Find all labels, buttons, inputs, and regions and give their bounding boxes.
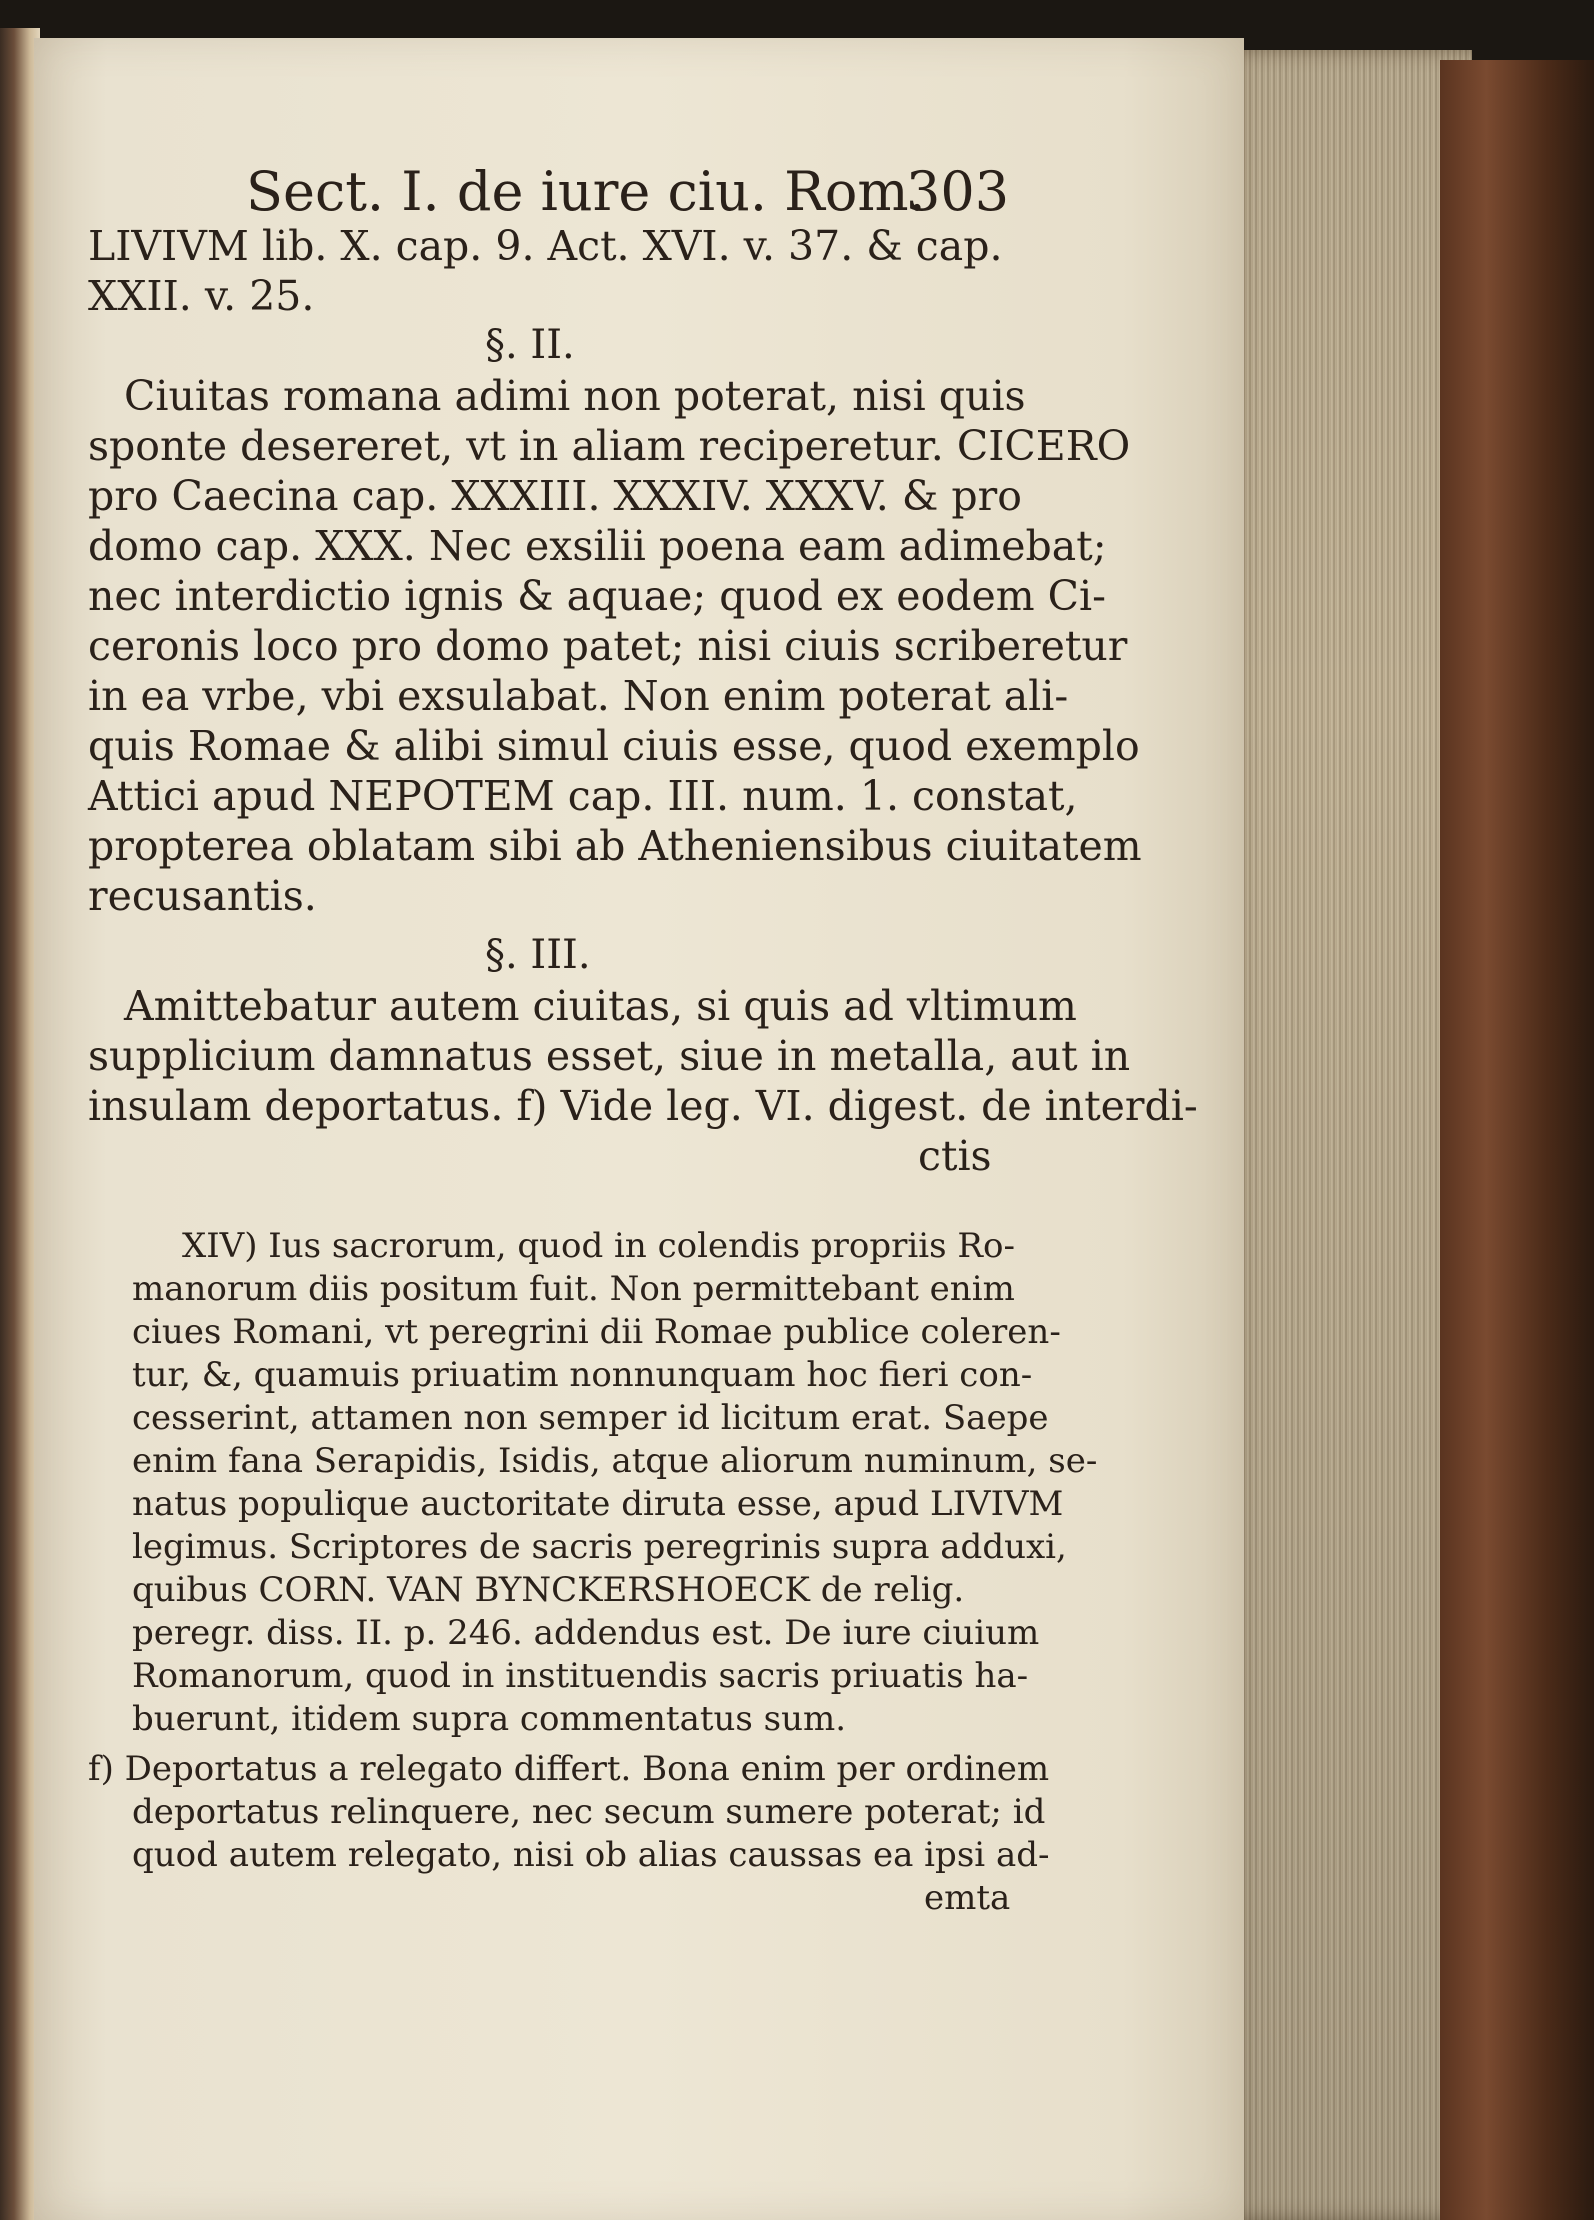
text-line: domo cap. XXX. Nec exsilii poena eam adimebat;	[88, 522, 1107, 570]
text-line: supplicium damnatus esset, siue in metalla, aut in	[88, 1032, 1131, 1080]
footnote-line: deportatus relinquere, nec secum sumere poterat; id	[132, 1792, 1046, 1832]
footnote-line: quibus CORN. VAN BYNCKERSHOECK de relig.	[132, 1570, 965, 1610]
footnote-line: XIV) Ius sacrorum, quod in colendis propriis Ro-	[182, 1226, 1015, 1266]
footnote-line: buerunt, itidem supra commentatus sum.	[132, 1699, 847, 1739]
footnote-line: Romanorum, quod in instituendis sacris priuatis ha-	[132, 1656, 1029, 1696]
text-line: ceronis loco pro domo patet; nisi ciuis scriberetur	[88, 622, 1128, 670]
footnote-line: quod autem relegato, nisi ob alias caussas ea ipsi ad-	[132, 1835, 1050, 1875]
running-title: Sect. I. de iure ciu. Rom.	[246, 160, 926, 223]
footnote-line: peregr. diss. II. p. 246. addendus est. De iure ciuium	[132, 1613, 1040, 1653]
footnote-line: legimus. Scriptores de sacris peregrinis supra adduxi,	[132, 1527, 1067, 1567]
text-line: ctis	[918, 1132, 992, 1180]
text-line: pro Caecina cap. XXXIII. XXXIV. XXXV. & pro	[88, 472, 1022, 520]
text-line: in ea vrbe, vbi exsulabat. Non enim poterat ali-	[88, 672, 1069, 720]
section-heading: §. III.	[485, 932, 591, 978]
text-line: quis Romae & alibi simul ciuis esse, quod exemplo	[88, 722, 1140, 770]
section-heading: §. II.	[485, 322, 575, 368]
text-line: recusantis.	[88, 872, 317, 920]
text-line: nec interdictio ignis & aquae; quod ex eodem Ci-	[88, 572, 1107, 620]
text-line: Attici apud NEPOTEM cap. III. num. 1. constat,	[88, 772, 1078, 820]
text-line: insulam deportatus. f) Vide leg. VI. digest. de interdi-	[88, 1082, 1198, 1130]
text-line: LIVIVM lib. X. cap. 9. Act. XVI. v. 37. & cap.	[88, 222, 1003, 270]
footnote-line: tur, &, quamuis priuatim nonnunquam hoc fieri con-	[132, 1355, 1033, 1395]
footnote-line: ciues Romani, vt peregrini dii Romae publice coleren-	[132, 1312, 1061, 1352]
text-line: Amittebatur autem ciuitas, si quis ad vltimum	[124, 982, 1077, 1030]
page-number: 303	[906, 160, 1010, 223]
text-line: propterea oblatam sibi ab Atheniensibus ciuitatem	[88, 822, 1142, 870]
text-line: sponte desereret, vt in aliam reciperetur. CICERO	[88, 422, 1131, 470]
footnote-line: cesserint, attamen non semper id licitum erat. Saepe	[132, 1398, 1049, 1438]
footnote-line: enim fana Serapidis, Isidis, atque aliorum numinum, se-	[132, 1441, 1098, 1481]
text-line: XXII. v. 25.	[88, 272, 315, 320]
text-line: Ciuitas romana adimi non poterat, nisi quis	[124, 372, 1026, 420]
footnote-line: natus populique auctoritate diruta esse, apud LIVIVM	[132, 1484, 1064, 1524]
footnote-line: f) Deportatus a relegato differt. Bona enim per ordinem	[88, 1749, 1050, 1789]
footnote-line: emta	[924, 1878, 1011, 1918]
footnote-line: manorum diis positum fuit. Non permittebant enim	[132, 1269, 1015, 1309]
